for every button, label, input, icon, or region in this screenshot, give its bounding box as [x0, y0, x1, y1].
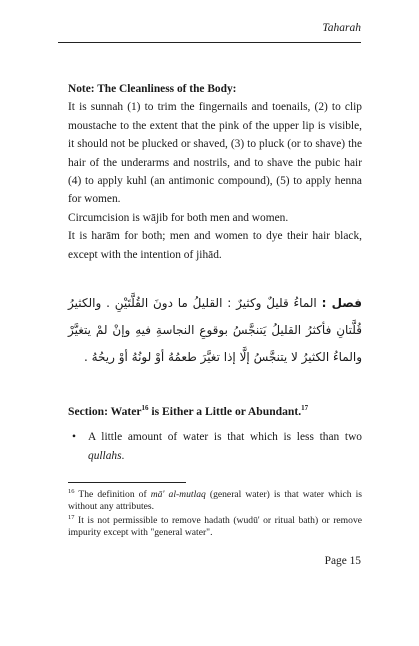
page-number: Page 15 — [324, 555, 361, 567]
arabic-lead: فصل : — [321, 296, 362, 310]
note-paragraph-1: It is sunnah (1) to trim the fingernails and toenails, (2) to clip moustache to the extent that the pink of the upper lip is visible, it should not be plucked or shaved, (3) to pluck (or to shave) the hair of the underarms and nostrils, and to shave the pubic hair (4) to apply kuhl (an antimonic compound), (5) to apply henna for women. — [68, 101, 362, 206]
footnote-ref-16: 16 — [141, 404, 149, 412]
footnote-16-term: mā' al-mutlaq — [150, 489, 206, 501]
footnote-17-ref: 17 — [68, 514, 75, 522]
footnote-17 — [68, 512, 362, 538]
arabic-passage — [68, 290, 362, 371]
footnotes — [68, 486, 362, 539]
footnote-rule — [68, 482, 186, 483]
section-heading-text-2: is Either a Little or Abundant. — [148, 404, 302, 418]
running-header: Taharah — [322, 22, 361, 34]
bullet-text-main: A little amount of water is that which is less than two — [88, 431, 362, 443]
footnote-16-ref: 16 — [68, 488, 75, 495]
note-paragraph-2: Circumcision is wājib for both men and women. — [68, 211, 289, 224]
section-heading-text-1: Section: Water — [68, 404, 142, 418]
note-paragraph-3: It is harām for both; men and women to dye their hair black, except with the intention of jihād. — [68, 230, 362, 261]
footnote-16-text-after: (general water) is that water which is without any attributes. — [68, 489, 362, 512]
bullet-text — [88, 428, 362, 466]
bullet-text-end: . — [121, 450, 125, 462]
footnote-16 — [68, 486, 362, 512]
bullet-item — [68, 428, 362, 466]
note-heading: Note: The Cleanliness of the Body: — [68, 83, 237, 95]
footnote-17-text: It is not permissible to remove hadath (wudū' or ritual bath) or remove impurity except with "general water". — [68, 515, 362, 539]
section-heading — [68, 404, 368, 418]
footnote-ref-17: 17 — [301, 404, 309, 412]
header-rule — [58, 42, 361, 43]
note-block — [68, 80, 362, 264]
arabic-body: الماءُ قليلٌ وكثيرٌ : القليلُ ما دونَ القُلَّتَيْنِ . والكثيرُ قُلَّتانِ فأكثرُ القليلُ يَتنجَّسُ بوقوعِ النجاسةِ فيهِ وإنْ لمْ يتغيَّرْ والماءُ الكثيرُ لا يتنجَّسُ إلَّا إذا تغيَّرَ طعمُهُ أوْ لونُهُ أوْ ريحُهُ . — [68, 296, 362, 364]
bullet-term: qullahs — [88, 450, 122, 462]
bullet-icon: • — [72, 431, 76, 443]
footnote-16-text-before: The definition of — [74, 489, 151, 501]
